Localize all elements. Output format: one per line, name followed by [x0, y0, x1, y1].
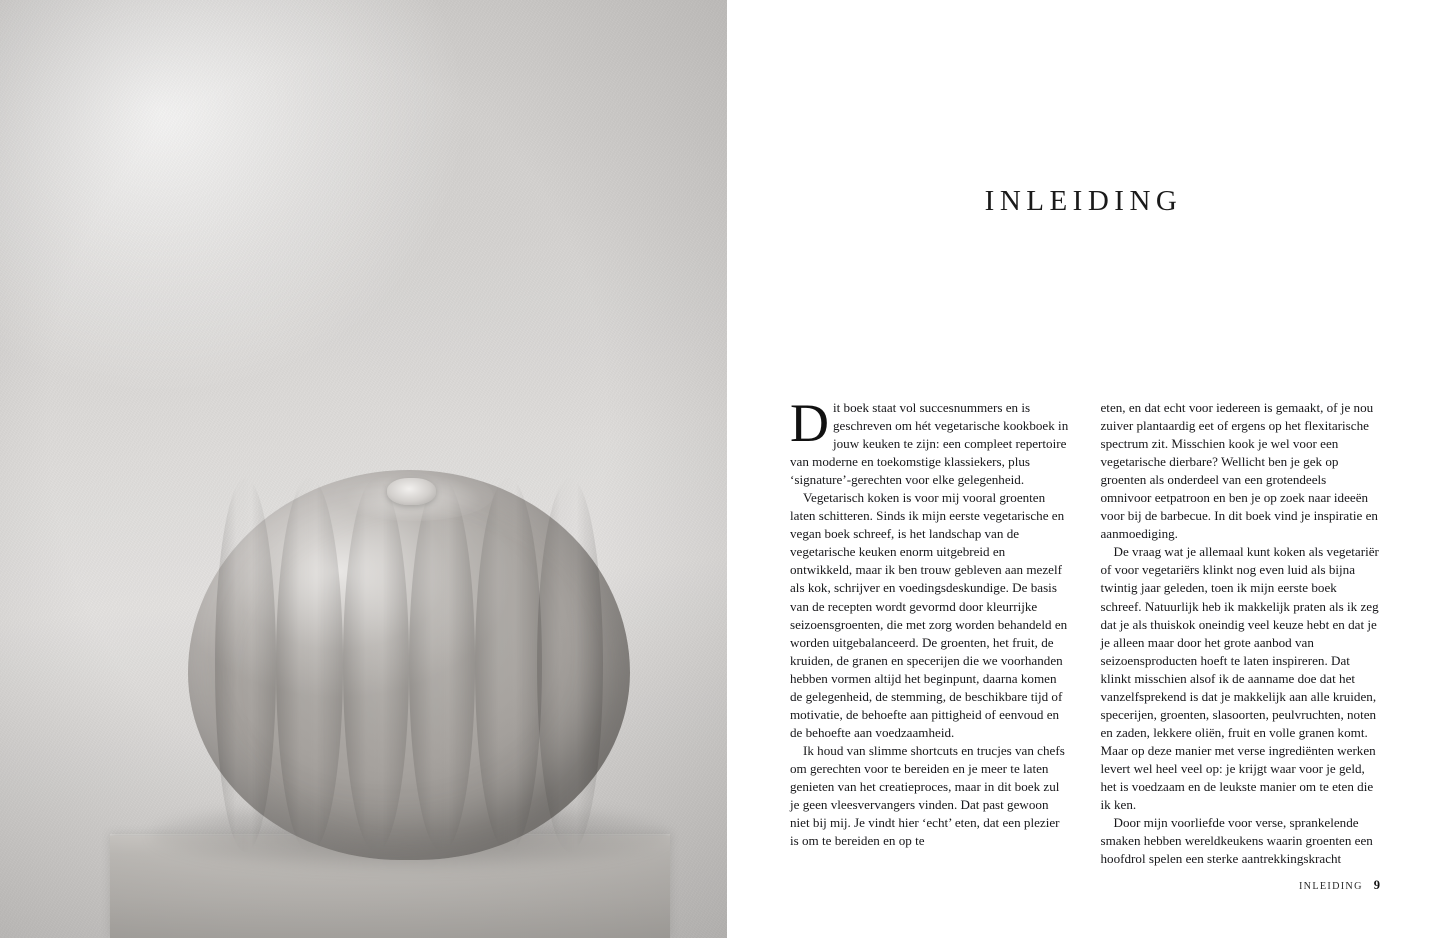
- text-page: [727, 0, 1440, 938]
- paragraph: [1101, 814, 1381, 868]
- column-right: [1101, 399, 1381, 868]
- drop-cap: D: [790, 393, 829, 453]
- paragraph-text: Ik houd van slimme shortcuts en trucjes van chefs om gerechten voor te bereiden en je meer te laten genieten van het creatieproces, maar in dit boek zul je geen vleesvervangers vinden. Dat past gewoon niet bij mij. Je vindt hier ‘echt’ eten, dat een plezier is om te bereiden en op te: [790, 742, 1065, 849]
- folio-label: INLEIDING: [1298, 881, 1363, 892]
- paragraph: [790, 742, 1070, 850]
- folio: [1299, 878, 1380, 893]
- paragraph-text: Door mijn voorliefde voor verse, sprankelende smaken hebben wereldkeukens waarin groenten een hoofdrol spelen een sterke aantrekkingskracht: [1100, 815, 1373, 867]
- paragraph-text: eten, en dat echt voor iedereen is gemaakt, of je nou zuiver plantaardig eet of ergens op het flexitarische spectrum zit. Misschien kook je wel voor een vegetarische dierbare? Wellicht ben je gek op groenten als onderdeel van een grotendeels omnivoor eetpatroon en ben je op zoek naar ideeën voor bij de barbecue. In dit boek vind je inspiratie en aanmoediging.: [1100, 400, 1378, 542]
- paragraph-text: De vraag wat je allemaal kunt koken als vegetariër of voor vegetariërs klinkt nog even luid als bijna twintig jaar geleden, toen ik mijn eerste boek schreef. Natuurlijk heb ik makkelijk praten als ik zeg dat je als thuiskok oneindig veel keuze hebt en dat je je alleen maar door het grote aanbod van seizoensproducten hoeft te laten inspireren. Dat klinkt misschien alsof ik de aanname doe dat het vanzelfsprekend is dat je makkelijk aan alle kruiden, specerijen, groenten, slasoorten, peulvruchten, noten en zaden, lekkere oliën, fruit en volle granen komt. Maar op deze manier met verse ingrediënten werken levert wel heel veel op: je krijgt waar voor je geld, het is voedzaam en de leukste manier om te eten die ik ken.: [1100, 544, 1379, 813]
- paragraph: [1101, 399, 1381, 543]
- column-left: [790, 393, 1070, 868]
- body-columns: [790, 393, 1380, 868]
- paragraph: [790, 489, 1070, 742]
- paragraph-text: Vegetarisch koken is voor mij vooral groenten laten schitteren. Sinds ik mijn eerste vegetarische en vegan boek schreef, is het landschap van de vegetarische keuken enorm uitgebreid en ontwikkeld, maar ik ben trouw gebleven aan mezelf als kok, schrijver en voedingsdeskundige. De basis van de recepten wordt gevormd door kleurrijke seizoensgroenten, die met zorg worden behandeld en worden uitgebalanceerd. De groenten, het fruit, de kruiden, de granen en specerijen die we voorhanden hebben vormen altijd het beginpunt, daarna komen de gelegenheid, de stemming, de beschikbare tijd of motivatie, de behoefte aan pittigheid of eenvoud en de behoefte aan voedzaamheid.: [790, 490, 1068, 740]
- paragraph: [1101, 543, 1381, 814]
- page-title: INLEIDING: [984, 185, 1183, 218]
- page-number: 9: [1373, 878, 1380, 892]
- paragraph: [790, 393, 1070, 489]
- paragraph-text: it boek staat vol succesnummers en is geschreven om hét vegetarische kookboek in jouw keuken te zijn: een compleet repertoire van moderne en toekomstige klassiekers, plus ‘signature’-gerechten voor elke gelegenheid.: [790, 400, 1069, 488]
